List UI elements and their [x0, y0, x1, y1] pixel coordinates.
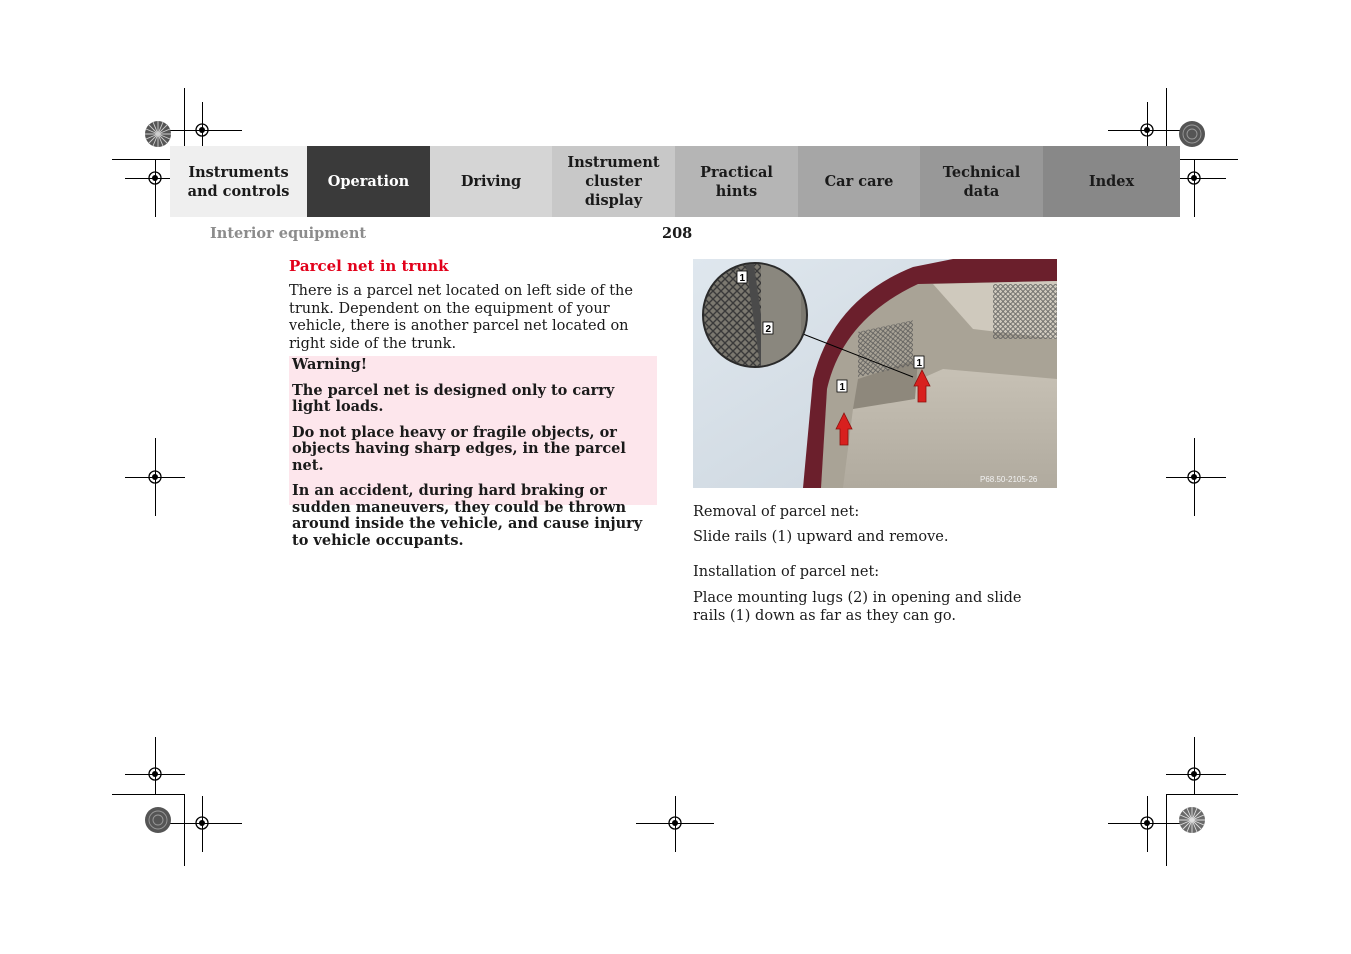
page-number: 208 — [662, 225, 693, 242]
chapter-nav — [170, 146, 1180, 217]
callout-label: 1 — [739, 273, 746, 284]
warning-box — [289, 356, 657, 549]
tab-index[interactable]: Index — [1043, 146, 1180, 217]
warning-paragraph: Do not place heavy or fragile objects, or objects having sharp edges, in the parcel net. — [292, 423, 626, 474]
callout-label: 2 — [765, 324, 772, 335]
registration-mark-icon — [667, 815, 683, 831]
removal-heading: Removal of parcel net: — [693, 504, 860, 520]
tab-technical-data[interactable]: Technical data — [920, 146, 1043, 217]
color-target-icon — [1178, 120, 1206, 148]
registration-mark-icon — [1186, 469, 1202, 485]
install-step: Place mounting lugs (2) in opening and slide rails (1) down as far as they can go. — [693, 590, 1022, 624]
callout-label: 1 — [839, 382, 846, 393]
registration-mark-icon — [147, 170, 163, 186]
warning-paragraph: The parcel net is designed only to carry light loads. — [292, 381, 615, 415]
registration-mark-icon — [1139, 122, 1155, 138]
install-heading: Installation of parcel net: — [693, 564, 880, 580]
warning-title: Warning! — [292, 356, 368, 373]
warning-paragraph: In an accident, during hard braking or sudden maneuvers, they could be thrown around inside the vehicle, and cause injury to vehicle occupants. — [292, 482, 643, 549]
tab-instrument-cluster-display[interactable]: Instrument cluster display — [552, 146, 675, 217]
figure-code: P68.50-2105-26 — [980, 475, 1038, 484]
registration-mark-icon — [1139, 815, 1155, 831]
color-target-icon — [144, 806, 172, 834]
tab-operation[interactable]: Operation — [307, 146, 430, 217]
intro-paragraph: There is a parcel net located on left side of the trunk. Dependent on the equipment of your vehicle, there is another parcel net located on right side of the trunk. — [289, 283, 633, 352]
tab-practical-hints[interactable]: Practical hints — [675, 146, 798, 217]
color-target-icon — [1178, 806, 1206, 834]
removal-step: Slide rails (1) upward and remove. — [693, 529, 949, 545]
registration-mark-icon — [1186, 170, 1202, 186]
tab-car-care[interactable]: Car care — [798, 146, 920, 217]
tab-driving[interactable]: Driving — [430, 146, 552, 217]
trunk-illustration — [693, 259, 1057, 488]
tab-instruments-and-controls[interactable]: Instruments and controls — [170, 146, 307, 217]
registration-mark-icon — [147, 766, 163, 782]
running-head: Interior equipment — [210, 225, 367, 242]
callout-label: 1 — [916, 358, 923, 369]
section-title: Parcel net in trunk — [289, 257, 449, 275]
registration-mark-icon — [194, 815, 210, 831]
color-target-icon — [144, 120, 172, 148]
registration-mark-icon — [194, 122, 210, 138]
registration-mark-icon — [1186, 766, 1202, 782]
registration-mark-icon — [147, 469, 163, 485]
